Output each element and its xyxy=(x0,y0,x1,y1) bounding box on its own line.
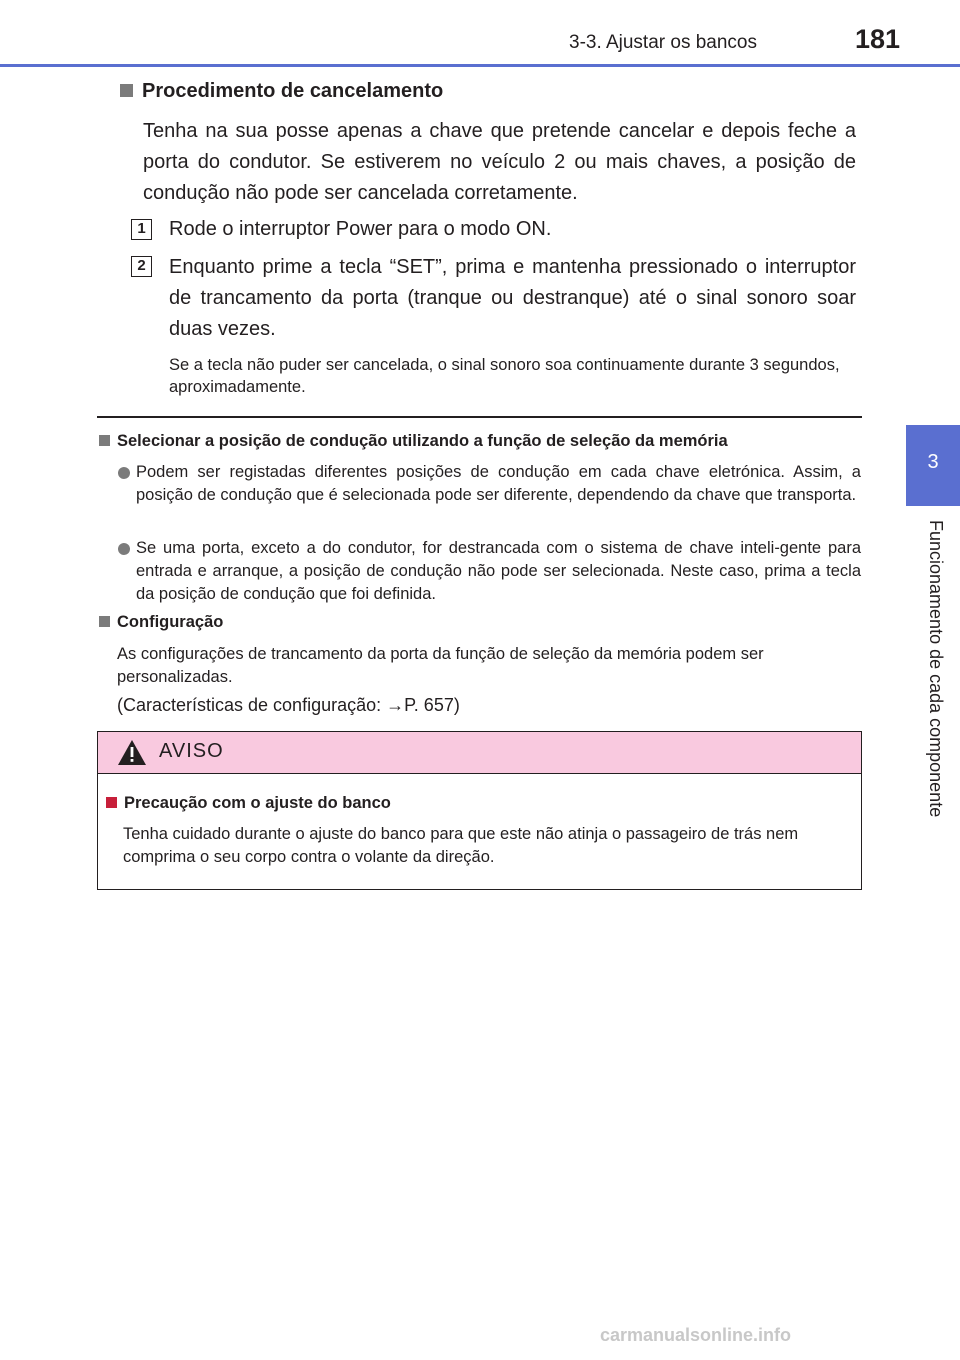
square-bullet-icon xyxy=(99,435,110,446)
warning-text: Tenha cuidado durante o ajuste do banco para que este não atinja o passageiro de trás nem comprima o seu corpo contra o volante da direção. xyxy=(123,825,799,866)
cancel-heading: Procedimento de cancelamento xyxy=(120,80,443,103)
warning-title: AVISO xyxy=(159,740,224,762)
bullet-dot-icon xyxy=(118,543,130,555)
memory-bullet-1: Podem ser registadas diferentes posições de condução em cada chave eletrónica. Assim, a posição de condução que é selecionada pode ser diferente, dependendo da chave que transporta. xyxy=(136,463,861,504)
warning-header xyxy=(98,732,861,774)
section-divider xyxy=(97,416,862,418)
memory-bullet-2: Se uma porta, exceto a do condutor, for destrancada com o sistema de chave inteli-gente para entrada e arranque, a posição de condução não pode ser selecionada. Neste caso, prima a tecla da posição de condução que foi definida. xyxy=(136,539,861,603)
warning-subheading: Precaução com o ajuste do banco xyxy=(106,794,391,813)
step-number-2: 2 xyxy=(131,256,152,277)
memory-heading: Selecionar a posição de condução utilizando a função de seleção da memória xyxy=(99,432,728,451)
chapter-label: Funcionamento de cada componente xyxy=(926,520,946,818)
square-bullet-icon xyxy=(106,797,117,808)
header-rule xyxy=(0,64,960,67)
step-number-1: 1 xyxy=(131,219,152,240)
square-bullet-icon xyxy=(99,616,110,627)
warning-box xyxy=(97,731,862,890)
warning-triangle-icon xyxy=(117,739,147,766)
config-heading: Configuração xyxy=(99,613,223,632)
page-number: 181 xyxy=(855,24,901,54)
step-text-2: Enquanto prime a tecla “SET”, prima e mantenha pressionado o interruptor de trancamento da porta (tranque ou destranque) até o sinal sonoro soar duas vezes. xyxy=(169,256,856,340)
step-text-1: Rode o interruptor Power para o modo ON. xyxy=(169,218,552,240)
square-bullet-icon xyxy=(120,84,133,97)
config-reference[interactable]: (Características de configuração: →P. 657) xyxy=(117,695,460,715)
chapter-tab[interactable] xyxy=(906,425,960,506)
cancel-note: Se a tecla não puder ser cancelada, o sinal sonoro soa continuamente durante 3 segundos, aproximadamente. xyxy=(169,356,840,396)
footer-watermark: carmanualsonline.info xyxy=(600,1325,792,1345)
cancel-intro: Tenha na sua posse apenas a chave que pretende cancelar e depois feche a porta do condutor. Se estiverem no veículo 2 ou mais chaves, a posição de condução não pode ser cancelada corretamente. xyxy=(143,120,856,204)
chapter-number: 3 xyxy=(927,451,939,473)
bullet-dot-icon xyxy=(118,467,130,479)
section-title: 3-3. Ajustar os bancos xyxy=(569,32,757,53)
config-text: As configurações de trancamento da porta da função de seleção da memória podem ser personalizadas. xyxy=(117,645,764,686)
